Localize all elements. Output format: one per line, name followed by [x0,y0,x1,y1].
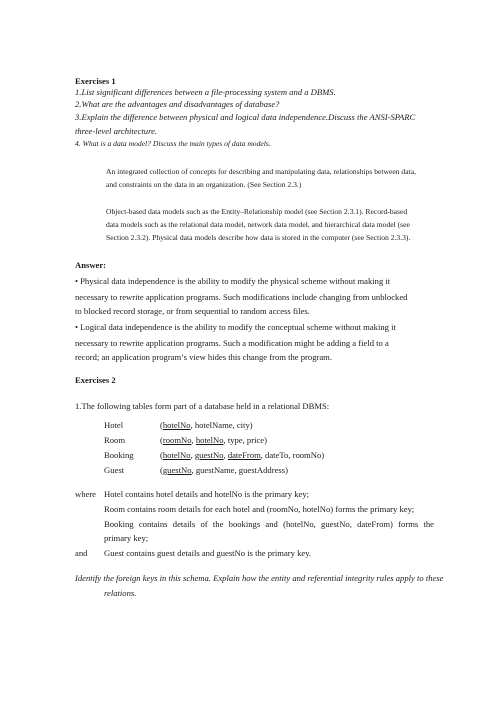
separator: , [191,435,196,445]
paren: ( [160,435,163,445]
table-schema-hotel [160,420,253,431]
where-room: Room contains room details for each hotel and (roomNo, hotelNo) forms the primary key; [104,504,415,514]
primary-key: roomNo [162,435,192,445]
separator: , [223,450,228,460]
primary-key: hotelNo [195,435,224,445]
table-name-guest: Guest [104,465,125,475]
where-guest: Guest contains guest details and guestNo is the primary key. [104,548,312,558]
primary-key: hotelNo [162,420,191,430]
answer-logical-line-3: record; an application program’s view hides this change from the program. [75,352,333,362]
question-1: 1.List significant differences between a file-processing system and a DBMS. [75,87,336,97]
question-3-cont: three-level architecture. [75,126,158,136]
exercises2-heading: Exercises 2 [75,375,116,385]
primary-key: guestNo [162,465,192,475]
table-name-room: Room [104,435,126,445]
attributes: , guestName, guestAddress) [191,465,288,475]
answer-physical-line-2: necessary to rewrite application programs. Such modifications include changing from unblocked [75,292,408,302]
table-schema-guest [160,465,288,476]
data-model-types-line-1: Object-based data models such as the Entity–Relationship model (see Section 2.3.1). Record-based [106,207,408,216]
exercises2-intro: 1.The following tables form part of a database held in a relational DBMS: [75,401,330,411]
and-label: and [75,548,88,558]
where-hotel: Hotel contains hotel details and hotelNo is the primary key; [104,489,310,499]
question-2: 2.What are the advantages and disadvantages of database? [75,99,280,109]
table-name-booking: Booking [104,450,134,460]
primary-key: hotelNo [162,450,191,460]
task-line-2: relations. [104,588,137,598]
paren: ( [160,465,163,475]
exercises1-heading: Exercises 1 [75,76,116,86]
primary-key: guestNo [194,450,224,460]
primary-key: dateFrom [227,450,261,460]
question-4: 4. What is a data model? Discuss the main types of data models. [75,139,271,148]
answer-physical-line-3: to blocked record storage, or from sequential to random access files. [75,306,310,316]
answer-logical-line-2: necessary to rewrite application programs. Such a modification might be adding a field to a [75,338,389,348]
table-schema-booking [160,450,324,461]
where-label: where [75,489,96,499]
answer-label: Answer: [75,260,107,270]
attributes: , dateTo, roomNo) [260,450,325,460]
task-line-1: Identify the foreign keys in this schema. Explain how the entity and referential integrity rules apply to these [75,573,444,583]
attributes: , type, price) [223,435,267,445]
answer-logical-line-1: • Logical data independence is the ability to modify the conceptual scheme without making it [75,322,396,332]
where-booking: Booking contains details of the bookings and (hotelNo, guestNo, dateFrom) forms the [104,519,434,529]
table-name-hotel: Hotel [104,420,124,430]
data-model-definition-line-2: and constraints on the data in an organization. (See Section 2.3.) [106,180,302,189]
question-3: 3.Explain the difference between physical and logical data independence.Discuss the ANSI-SPARC [75,112,416,122]
attributes: , hotelName, city) [190,420,253,430]
table-schema-room [160,435,267,446]
paren: ( [160,450,163,460]
answer-physical-line-1: • Physical data independence is the ability to modify the physical scheme without making it [75,276,391,286]
separator: , [190,450,195,460]
data-model-types-line-3: Section 2.3.2). Physical data models describe how data is stored in the computer (see Section 2.3.3). [106,233,411,242]
where-booking-cont: primary key; [104,533,149,543]
paren: ( [160,420,163,430]
data-model-definition-line-1: An integrated collection of concepts for describing and manipulating data, relationships between data, [106,167,416,176]
data-model-types-line-2: data models such as the relational data model, network data model, and hierarchical data model (see [106,220,410,229]
